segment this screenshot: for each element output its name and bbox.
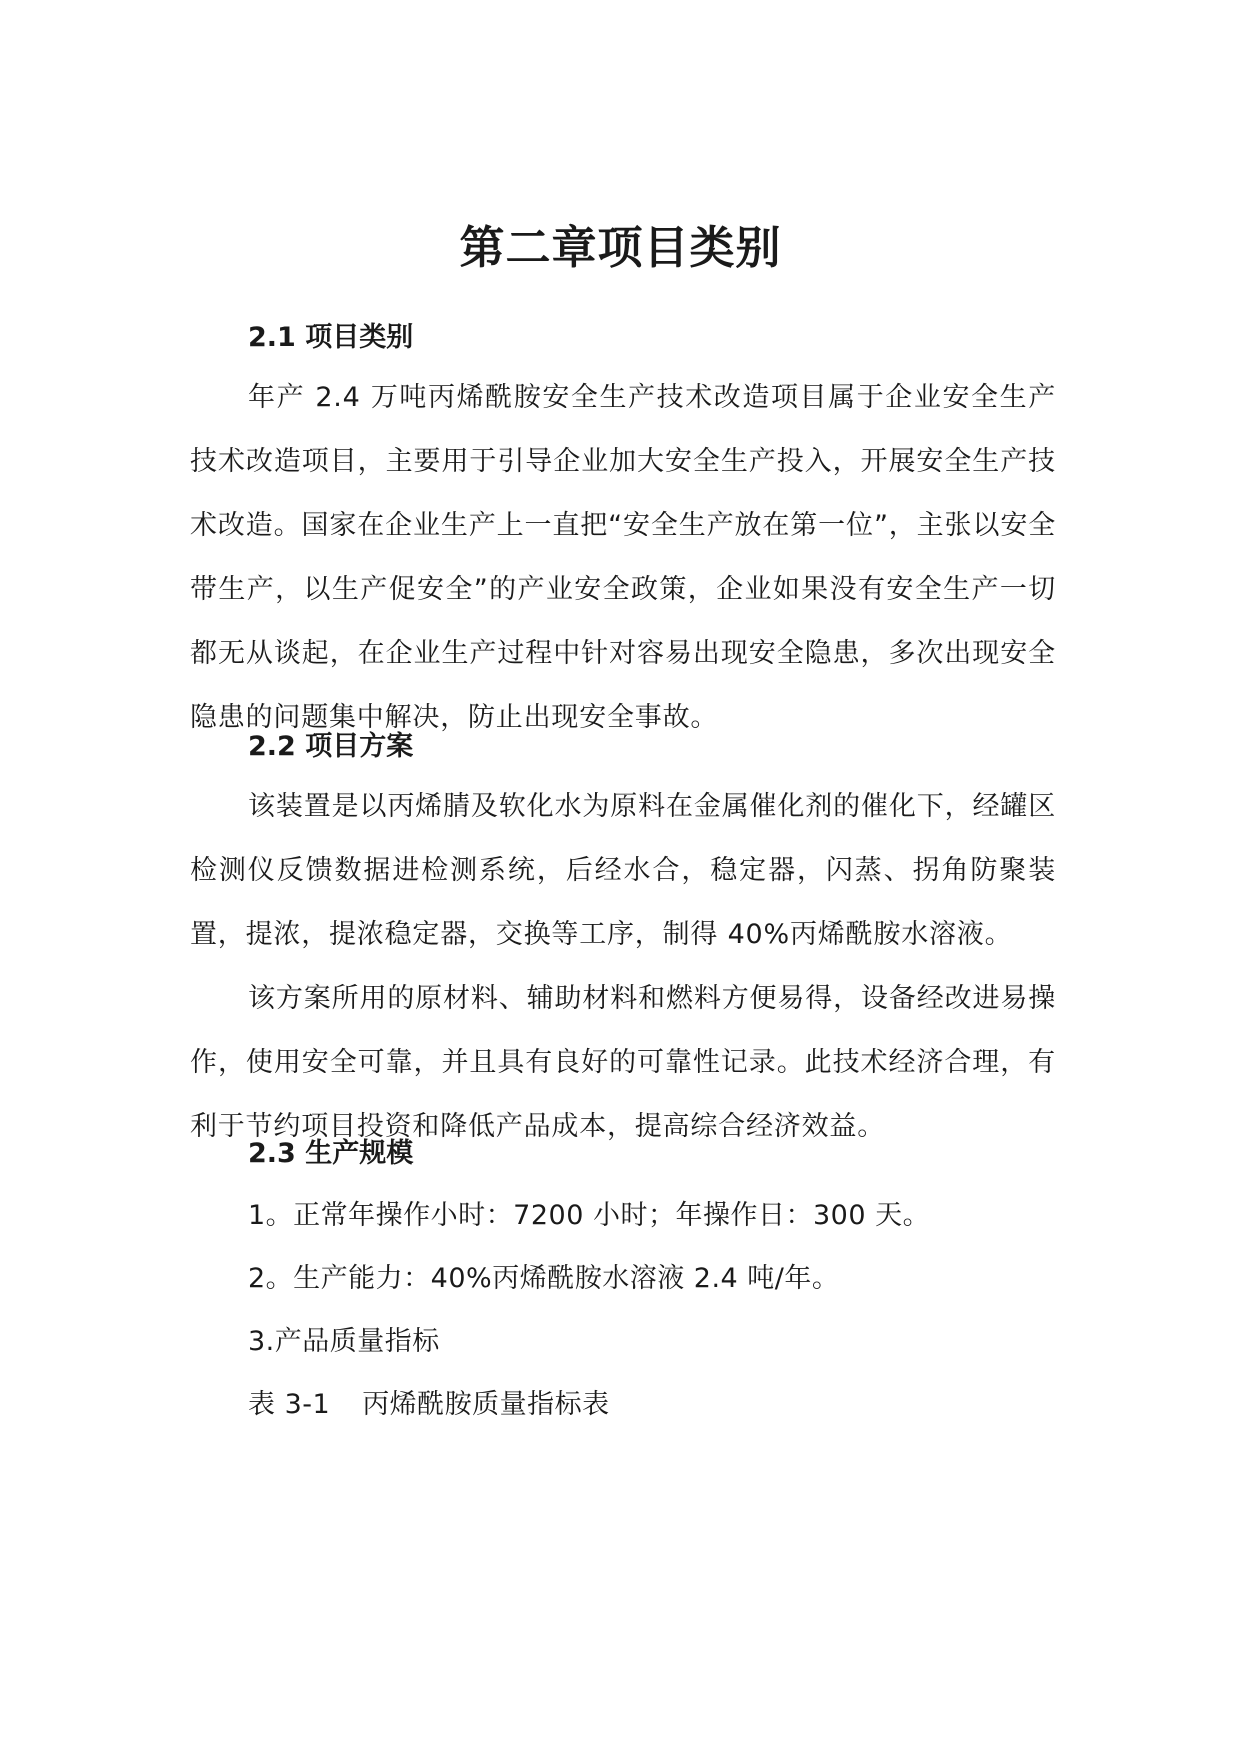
- table-caption-number: 表 3-1: [248, 1389, 331, 1420]
- chapter-title: 第二章项目类别: [459, 221, 782, 274]
- paragraph: 年产 2.4 万吨丙烯酰胺安全生产技术改造项目属于企业安全生产技术改造项目，主要用于引导企业加大安全生产投入，开展安全生产技术改造。国家在企业生产上一直把“安全生产放在第一位”，主张以安全带生产，以生产促安全”的产业安全政策，企业如果没有安全生产一切都无从谈起，在企业生产过程中针对容易出现安全隐患，多次出现安全隐患的问题集中解决，防止出现安全事故。: [190, 382, 1056, 733]
- section-heading-2-3: 2.3 生产规模: [248, 1138, 414, 1169]
- section-body-2-1: [190, 366, 1056, 750]
- paragraph: 该装置是以丙烯腈及软化水为原料在金属催化剂的催化下，经罐区检测仪反馈数据进检测系统，后经水合，稳定器，闪蒸、拐角防聚装置，提浓，提浓稳定器，交换等工序，制得 40%丙烯酰胺水溶液。: [190, 791, 1056, 950]
- list-item: 1。正常年操作小时：7200 小时；年操作日：300 天。: [248, 1200, 931, 1231]
- section-body-2-2: [190, 775, 1056, 1159]
- paragraph: 该方案所用的原材料、辅助材料和燃料方便易得，设备经改进易操作，使用安全可靠，并且具有良好的可靠性记录。此技术经济合理，有利于节约项目投资和降低产品成本，提高综合经济效益。: [190, 983, 1056, 1142]
- list-item: 2。生产能力：40%丙烯酰胺水溶液 2.4 吨/年。: [248, 1263, 840, 1294]
- section-heading-2-2: 2.2 项目方案: [248, 731, 414, 762]
- table-caption: [248, 1385, 610, 1425]
- table-caption-title: 丙烯酰胺质量指标表: [362, 1389, 610, 1420]
- list-item: 3.产品质量指标: [248, 1326, 440, 1357]
- section-heading-2-1: 2.1 项目类别: [248, 322, 414, 353]
